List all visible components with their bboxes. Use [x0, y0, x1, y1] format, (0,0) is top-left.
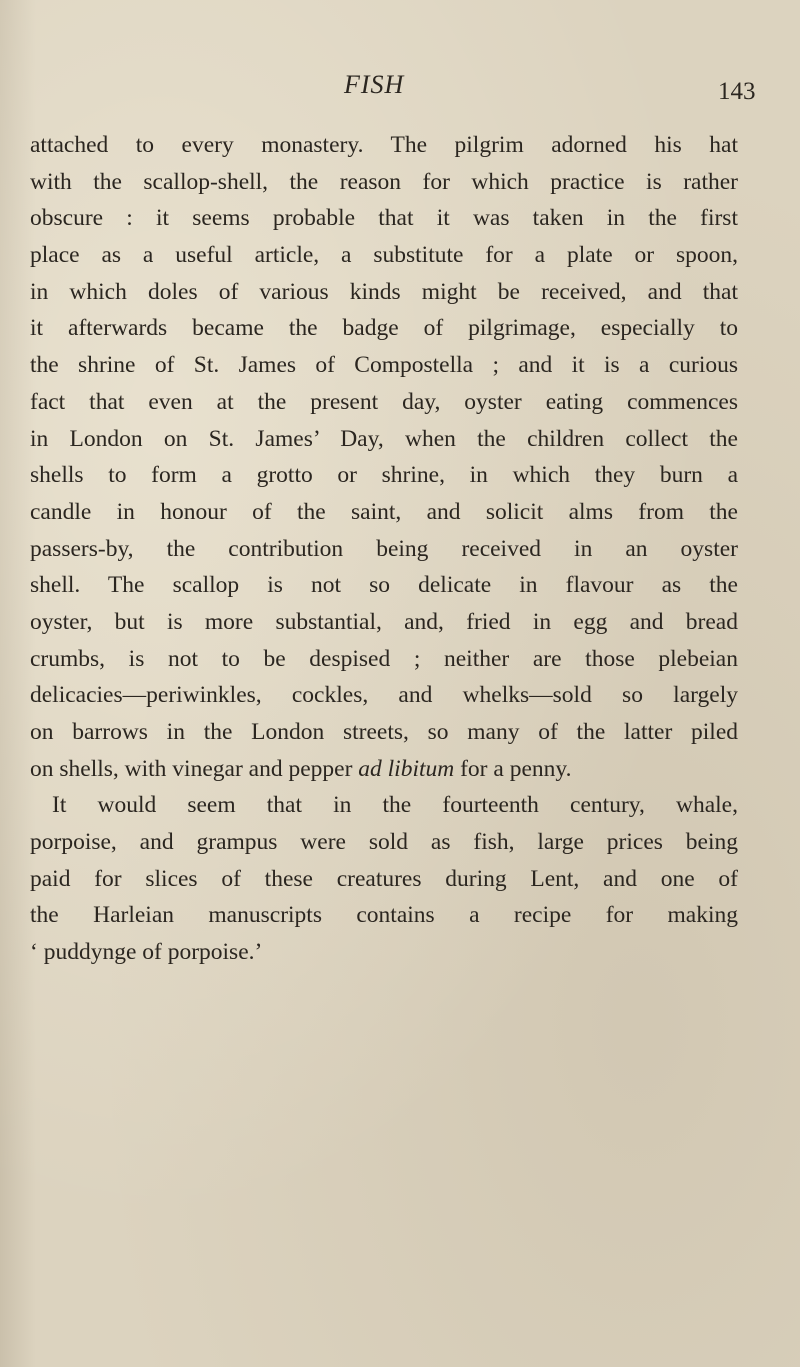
paragraph-2	[30, 787, 738, 970]
body-text	[30, 127, 738, 971]
running-head-title: FISH	[344, 70, 405, 99]
paragraph-1	[30, 127, 738, 787]
text-line: the Harleian manuscripts contains a recipe for making	[30, 902, 738, 929]
text-line: obscure : it seems probable that it was taken in the first	[30, 205, 738, 232]
text-segment: on shells, with vinegar and pepper	[30, 755, 359, 782]
text-line: in which doles of various kinds might be received, and that	[30, 278, 738, 305]
italic-phrase: ad libitum	[358, 755, 455, 782]
text-line: fact that even at the present day, oyster eating commences	[30, 388, 738, 415]
text-line: paid for slices of these creatures during Lent, and one of	[30, 865, 738, 892]
text-line: in London on St. James’ Day, when the children collect the	[30, 425, 738, 452]
text-line: with the scallop-shell, the reason for which practice is rather	[30, 168, 738, 195]
text-line: it afterwards became the badge of pilgrimage, especially to	[30, 315, 738, 342]
text-line: attached to every monastery. The pilgrim adorned his hat	[30, 132, 738, 158]
running-head	[0, 70, 800, 106]
text-line: porpoise, and grampus were sold as fish, large prices being	[30, 829, 738, 856]
text-line: crumbs, is not to be despised ; neither are those plebeian	[30, 645, 738, 672]
text-line: shells to form a grotto or shrine, in which they burn a	[30, 462, 738, 489]
text-line: on barrows in the London streets, so many of the latter piled	[30, 719, 738, 745]
text-line: oyster, but is more substantial, and, fried in egg and bread	[30, 608, 738, 635]
text-line: passers-by, the contribution being received in an oyster	[30, 535, 738, 562]
text-line: delicacies—periwinkles, cockles, and whelks—sold so largely	[30, 682, 738, 709]
text-line: shell. The scallop is not so delicate in flavour as the	[30, 572, 738, 599]
text-line-with-italic	[30, 751, 738, 788]
text-line: ‘ puddynge of porpoise.’	[30, 939, 263, 966]
text-segment: for a penny.	[454, 755, 572, 782]
text-line: candle in honour of the saint, and solicit alms from the	[30, 498, 738, 525]
text-line: place as a useful article, a substitute for a plate or spoon,	[30, 242, 738, 269]
text-line: the shrine of St. James of Compostella ; and it is a curious	[30, 352, 738, 379]
page-number: 143	[718, 78, 756, 105]
text-line: It would seem that in the fourteenth century, whale,	[52, 792, 738, 819]
